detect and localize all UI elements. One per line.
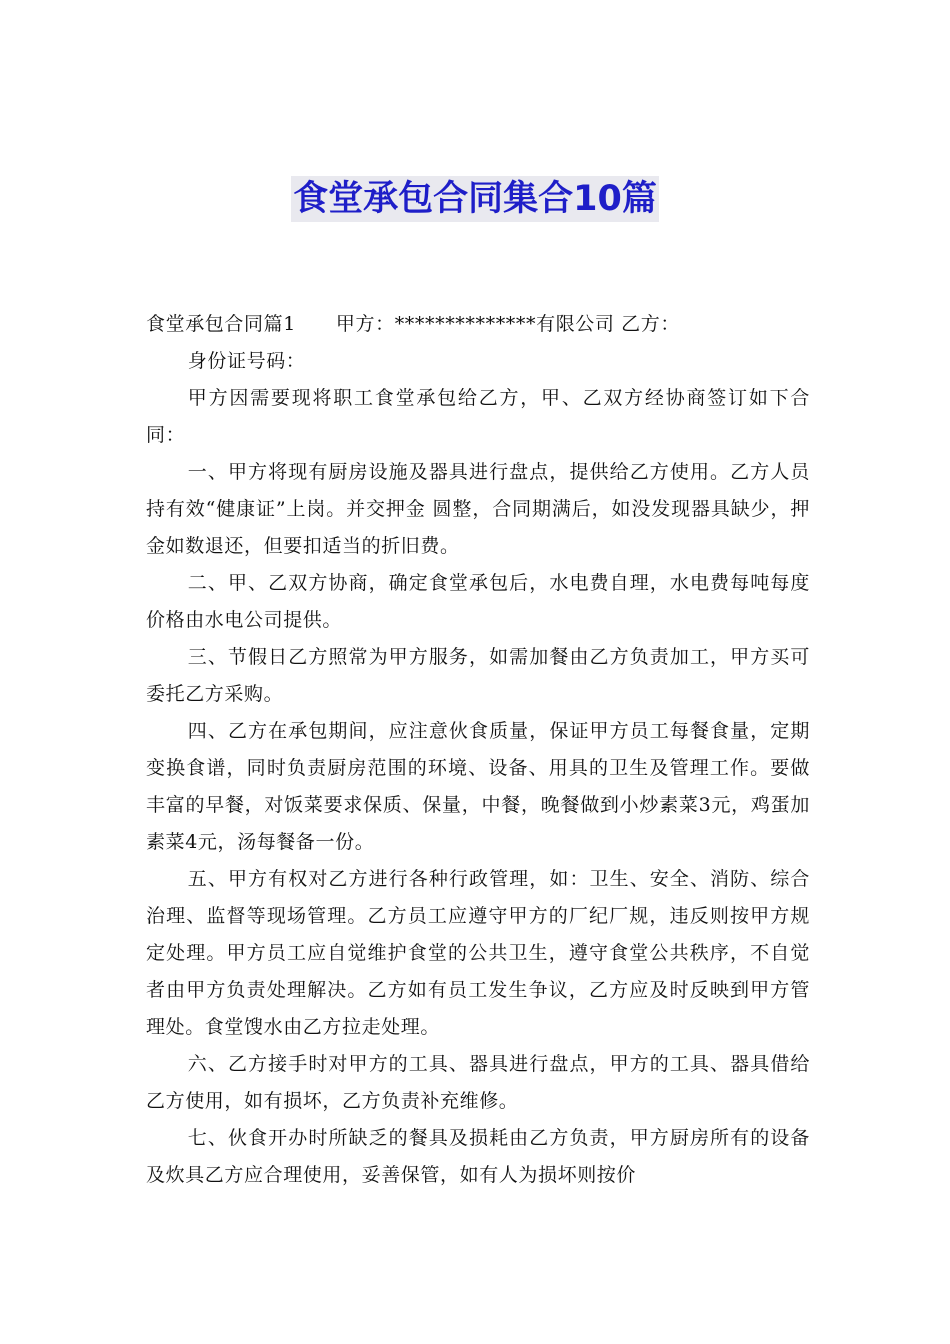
paragraph-clause-4: 四、乙方在承包期间，应注意伙食质量，保证甲方员工每餐食量，定期变换食谱，同时负责厨房范围的环境、设备、用具的卫生及管理工作。要做丰富的早餐，对饭菜要求保质、保量，中餐，晚餐做到小炒素菜3元，鸡蛋加素菜4元，汤每餐备一份。 <box>146 720 810 853</box>
paragraph-clause-1: 一、甲方将现有厨房设施及器具进行盘点，提供给乙方使用。乙方人员持有效“健康证”上岗。并交押金 圆整，合同期满后，如没发现器具缺少，押金如数退还，但要扣适当的折旧费。 <box>146 461 810 557</box>
paragraph-intro: 甲方因需要现将职工食堂承包给乙方，甲、乙双方经协商签订如下合同： <box>146 387 810 446</box>
contract-heading: 食堂承包合同篇1 <box>146 313 296 335</box>
paragraph-clause-2: 二、甲、乙双方协商，确定食堂承包后，水电费自理，水电费每吨每度价格由水电公司提供。 <box>146 572 810 631</box>
paragraph-clause-6: 六、乙方接手时对甲方的工具、器具进行盘点，甲方的工具、器具借给乙方使用，如有损坏，乙方负责补充维修。 <box>146 1053 810 1112</box>
paragraph-clause-7: 七、伙食开办时所缺乏的餐具及损耗由乙方负责，甲方厨房所有的设备及炊具乙方应合理使用，妥善保管，如有人为损坏则按价 <box>146 1127 810 1186</box>
party-a-label: 甲方：**************有限公司 <box>335 313 615 335</box>
paragraph-clause-5: 五、甲方有权对乙方进行各种行政管理，如：卫生、安全、消防、综合治理、监督等现场管理。乙方员工应遵守甲方的厂纪厂规，违反则按甲方规定处理。甲方员工应自觉维护食堂的公共卫生，遵守食堂公共秩序，不自觉者由甲方负责处理解决。乙方如有员工发生争议，乙方应及时反映到甲方管理处。食堂馊水由乙方拉走处理。 <box>146 868 810 1038</box>
first-line <box>146 306 810 343</box>
document-body <box>146 306 810 1194</box>
document-title: 食堂承包合同集合10篇 <box>291 176 659 222</box>
title-container <box>0 176 950 222</box>
party-b-label: 乙方： <box>621 313 680 335</box>
paragraph-id-number: 身份证号码： <box>187 350 306 372</box>
paragraph-clause-3: 三、节假日乙方照常为甲方服务，如需加餐由乙方负责加工，甲方买可委托乙方采购。 <box>146 646 810 705</box>
